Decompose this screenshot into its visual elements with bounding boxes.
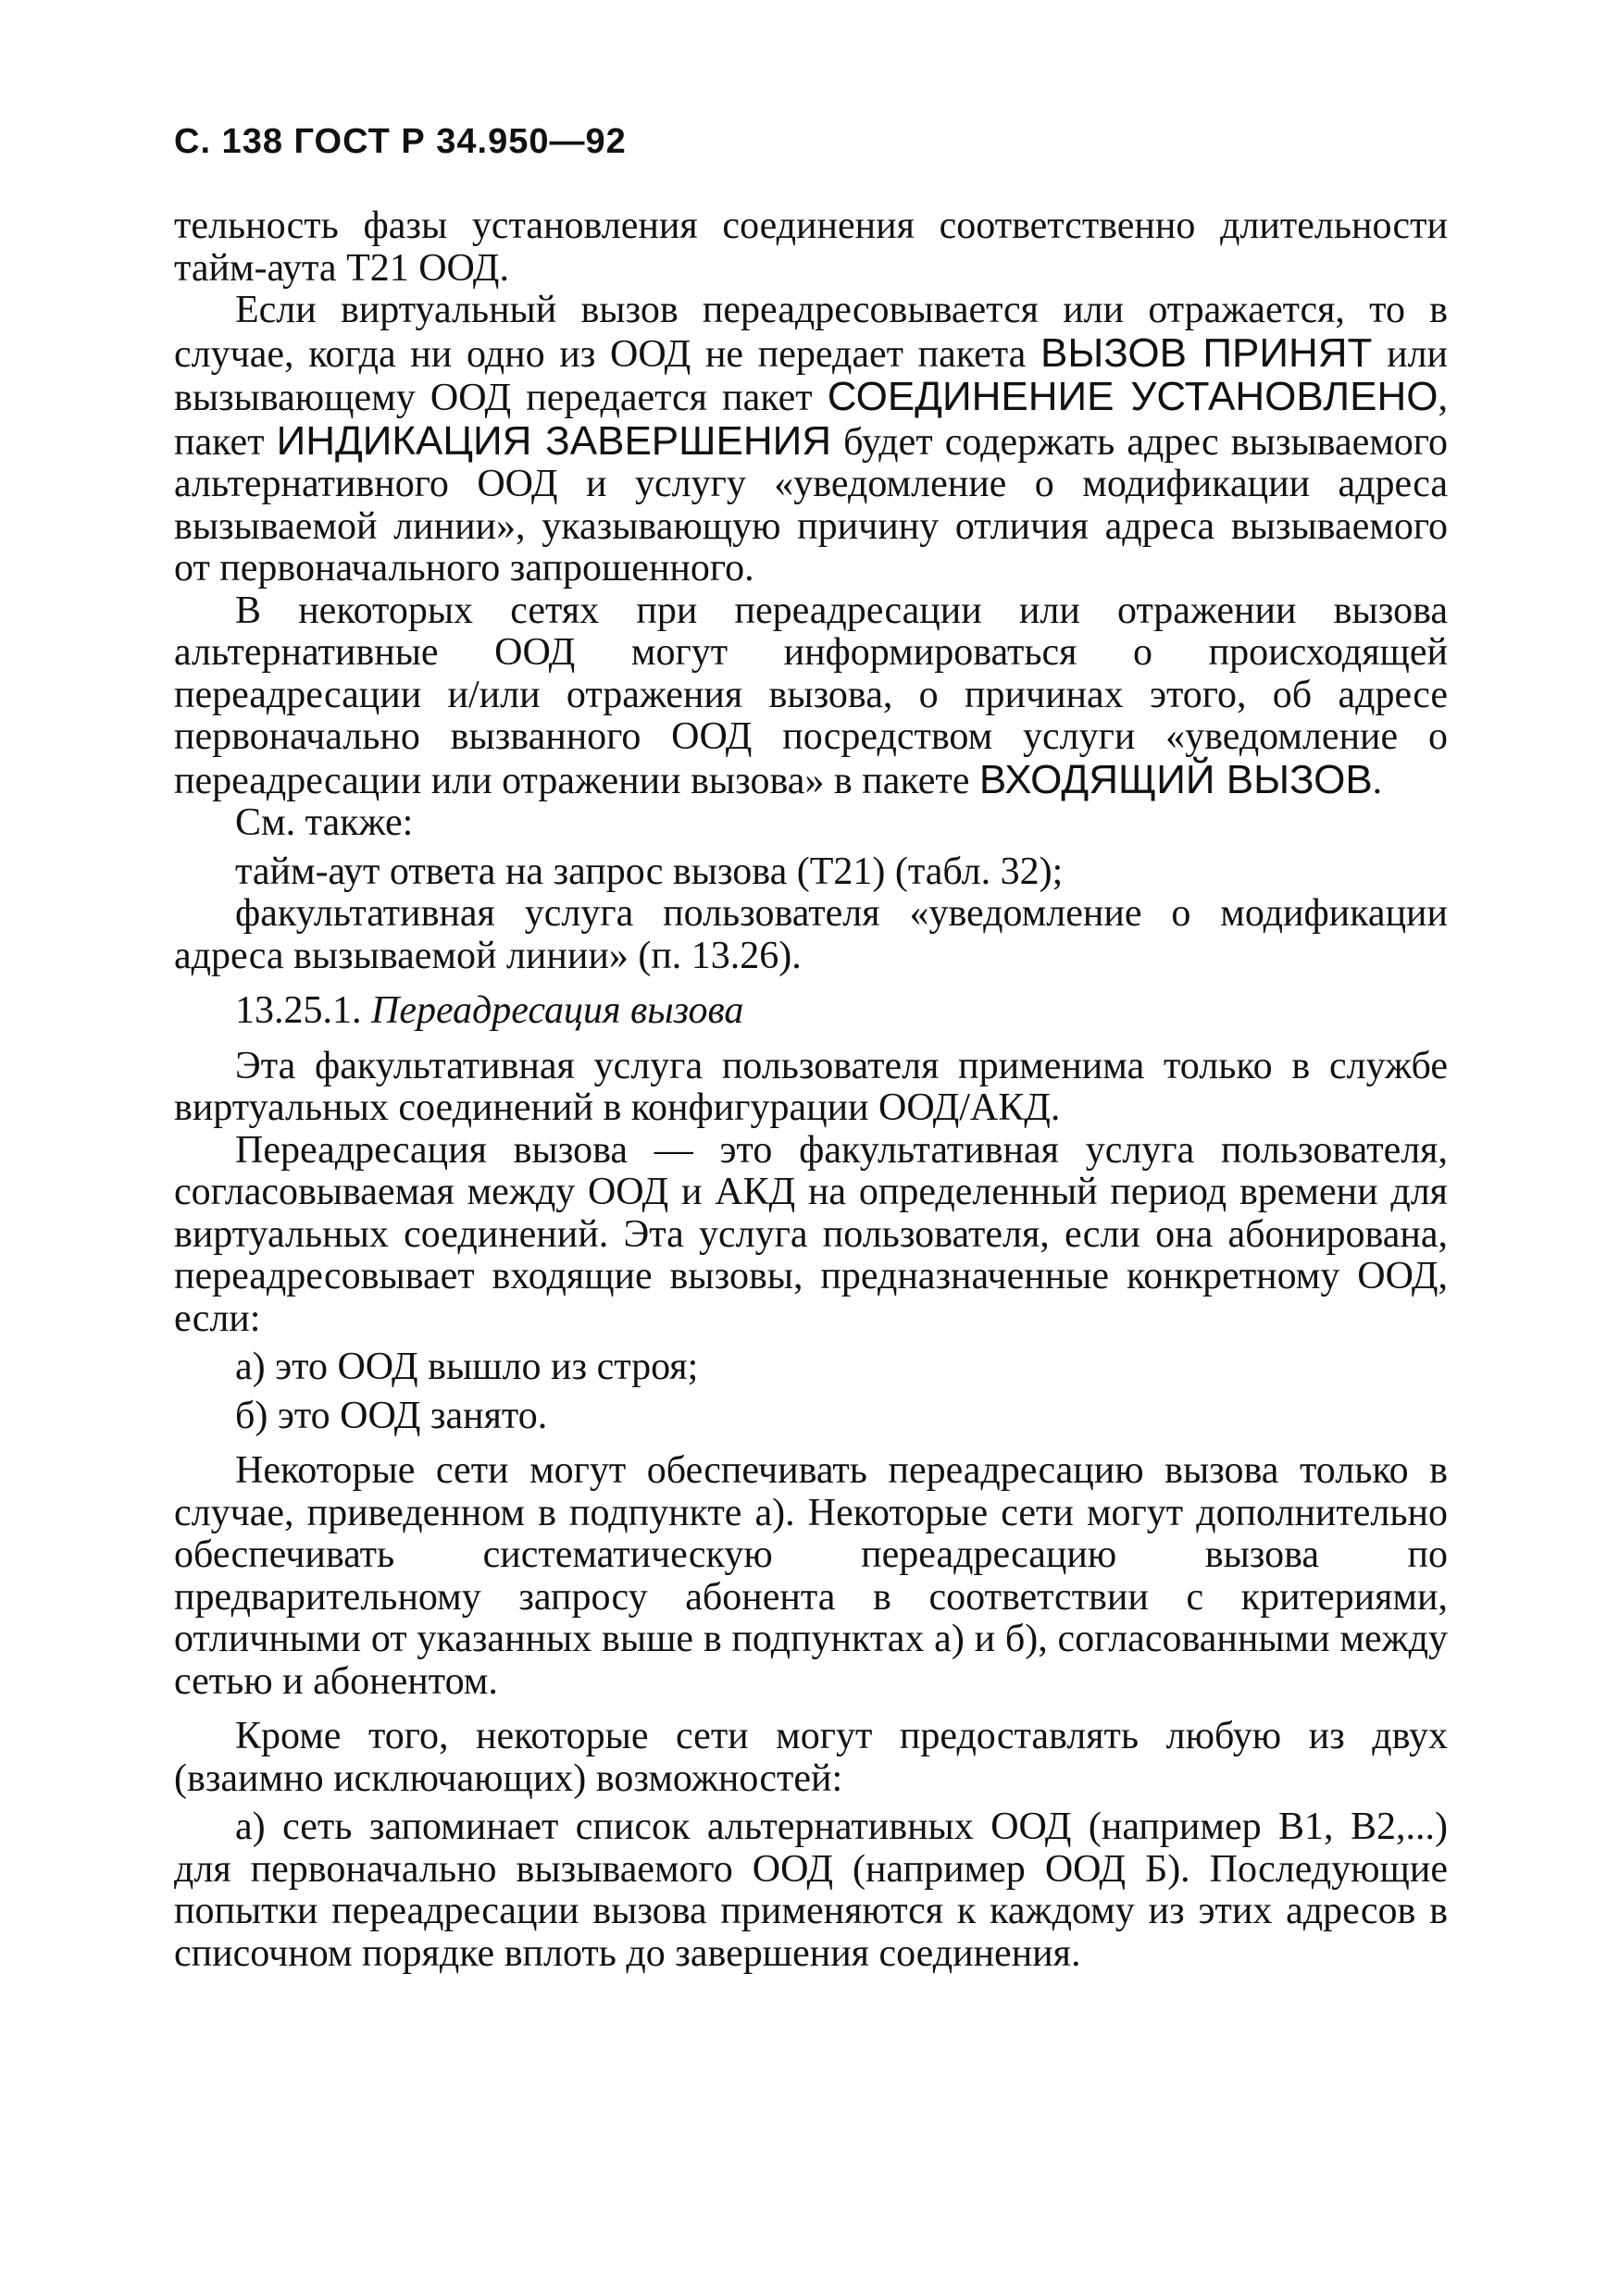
document-body	[174, 205, 1448, 1975]
list-item: а) это ООД вышло из строя;	[235, 1346, 699, 1388]
paragraph-network-options: Некоторые сети могут обеспечивать переадресацию вызова только в случае, приведенном в подпункте а). Некоторые сети могут дополнительно обеспечивать систематическую переадресацию вызова по предварительному запросу абонента в соответствии с критериями, отличными от указанных выше в подпунктах а) и б), согласованными между сетью и абонентом.	[174, 1449, 1448, 1703]
paragraph-capabilities: Кроме того, некоторые сети могут предоставлять любую из двух (взаимно исключающих) возможностей:	[174, 1715, 1448, 1800]
section-title: Переадресация вызова	[371, 989, 744, 1032]
paragraph-redirect-indication	[174, 290, 1448, 590]
paragraph-applicability: Эта факультативная услуга пользователя применима только в службе виртуальных соединений в конфигурации ООД/АКД.	[174, 1044, 1448, 1129]
section-heading	[174, 990, 1448, 1033]
running-head: С. 138 ГОСТ Р 34.950—92	[174, 122, 627, 161]
paragraph-definition: Переадресация вызова — это факультативная услуга пользователя, согласовываемая между ООД и АКД на определенный период времени для виртуальных соединений. Эта услуга пользователя, если она абонирована, переадресовывает входящие вызовы, предназначенные конкретному ООД, если:	[174, 1128, 1448, 1340]
text-run: Если виртуальный вызов переадресовывается или отражается, то в случае, когда ни одно из ООД не передает пакета	[174, 289, 1448, 376]
see-also-item: факультативная услуга пользователя «уведомление о модификации адреса вызываемой линии» (п. 13.26).	[174, 892, 1448, 977]
text-run: или вызывающему ООД передается пакет	[174, 332, 1449, 419]
packet-name-clear-indication: ИНДИКАЦИЯ ЗАВЕРШЕНИЯ	[276, 417, 831, 464]
see-also-label: См. также:	[235, 801, 414, 844]
packet-name-connection-established: СОЕДИНЕНИЕ УСТАНОВЛЕНО	[827, 374, 1438, 419]
section-number: 13.25.1.	[235, 989, 362, 1032]
text-run: , пакет	[174, 377, 1448, 464]
paragraph-alternative-dte-notification	[174, 590, 1448, 803]
text-run: будет содержать адрес вызываемого альтернативного ООД и услугу «уведомление о модификации адреса вызываемой линии», указывающую причину отличия адреса вызываемого от первоначального запрошенного.	[174, 420, 1448, 590]
text-run: .	[1372, 759, 1383, 802]
list-item: б) это ООД занято.	[235, 1394, 548, 1437]
packet-name-incoming-call: ВХОДЯЩИЙ ВЫЗОВ	[978, 756, 1373, 802]
see-also-item: тайм-аут ответа на запрос вызова (Т21) (табл. 32);	[235, 850, 1064, 893]
paragraph-capability-a: а) сеть запоминает список альтернативных ООД (например В1, В2,...) для первоначально вызываемого ООД (например ООД Б). Последующие попытки переадресации вызова применяются к каждому из этих адресов в списочном порядке вплоть до завершения соединения.	[174, 1806, 1448, 1975]
paragraph-continuation: тельность фазы установления соединения соответственно длительности тайм-аута Т21 ООД.	[174, 205, 1448, 290]
text-run: В некоторых сетях при переадресации или отражении вызова альтернативные ООД могут информироваться о происходящей переадресации и/или отражения вызова, о причинах этого, об адресе первоначально вызванного ООД посредством услуги «уведомление о переадресации или отражении вызова» в пакете	[174, 589, 1448, 802]
packet-name-call-accepted: ВЫЗОВ ПРИНЯТ	[1040, 329, 1373, 376]
